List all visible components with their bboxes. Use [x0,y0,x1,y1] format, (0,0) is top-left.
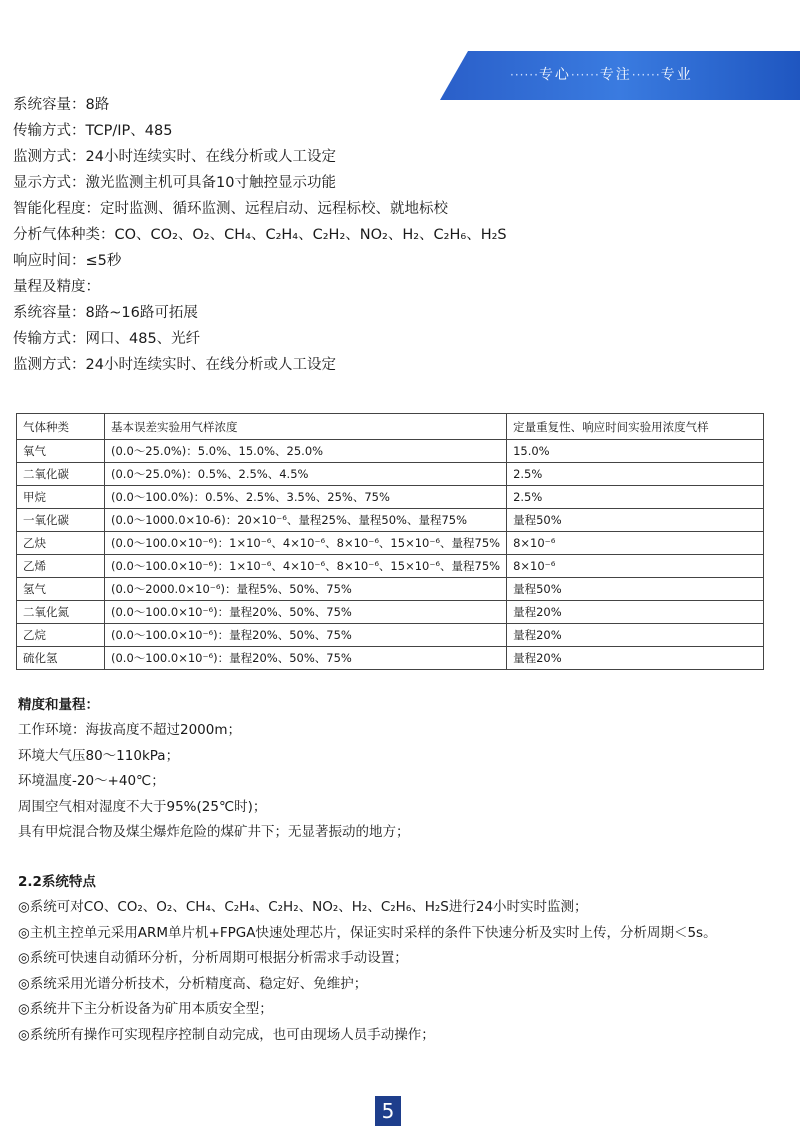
table-header: 基本误差实验用气样浓度 [105,414,507,440]
table-cell: 乙烯 [17,555,105,578]
table-cell: (0.0～100.0%)：0.5%、2.5%、3.5%、25%、75% [105,486,507,509]
section-title: 2.2系统特点 [18,874,96,890]
section-title: 精度和量程： [18,697,99,713]
table-row [17,601,764,624]
spec-line: 传输方式：网口、485、光纤 [13,331,201,347]
accuracy-section [18,692,788,846]
feature-line: ◎系统可对CO、CO₂、O₂、CH₄、C₂H₄、C₂H₂、NO₂、H₂、C₂H₆、H₂S进行24小时实时监测； [18,899,588,915]
accuracy-line: 周围空气相对湿度不大于95%(25℃时)； [18,798,267,815]
slogan-dots: ······ [570,68,600,82]
table-cell: (0.0～100.0×10⁻⁶)：量程20%、50%、75% [105,601,507,624]
spec-list [13,92,783,378]
table-header: 定量重复性、响应时间实验用浓度气样 [507,414,764,440]
table-row [17,509,764,532]
table-cell: 15.0% [507,440,764,463]
table-cell: (0.0～100.0×10⁻⁶)：量程20%、50%、75% [105,647,507,670]
spec-line: 量程及精度： [13,279,100,295]
page-number: 5 [375,1096,401,1126]
gas-concentration-table [16,413,764,670]
slogan-dots: ······ [631,68,661,82]
spec-line: 分析气体种类：CO、CO₂、O₂、CH₄、C₂H₄、C₂H₂、NO₂、H₂、C₂H₆、H₂S [13,227,507,243]
table-cell: 8×10⁻⁶ [507,532,764,555]
table-cell: 硫化氢 [17,647,105,670]
table-cell: 量程20% [507,601,764,624]
table-cell: 量程20% [507,647,764,670]
table-cell: 二氧化碳 [17,463,105,486]
feature-line: ◎系统采用光谱分析技术，分析精度高、稳定好、免维护； [18,975,368,992]
spec-line: 响应时间：≤5秒 [13,253,122,269]
accuracy-line: 环境大气压80～110kPa； [18,747,180,764]
table-cell: 量程50% [507,578,764,601]
table-cell: 2.5% [507,463,764,486]
table-cell: 二氧化氮 [17,601,105,624]
feature-line: ◎系统可快速自动循环分析，分析周期可根据分析需求手动设置； [18,950,408,966]
table-row [17,647,764,670]
table-cell: 量程20% [507,624,764,647]
table-cell: 氧气 [17,440,105,463]
table-row [17,463,764,486]
slogan-2: 专注 [599,67,632,83]
table-cell: (0.0～100.0×10⁻⁶)：量程20%、50%、75% [105,624,507,647]
spec-line: 显示方式：激光监测主机可具备10寸触控显示功能 [13,175,336,191]
feature-line: ◎主机主控单元采用ARM单片机+FPGA快速处理芯片，保证实时采样的条件下快速分析及实时上传，分析周期＜5s。 [18,924,717,941]
table-cell: (0.0～2000.0×10⁻⁶)：量程5%、50%、75% [105,578,507,601]
table-cell: 8×10⁻⁶ [507,555,764,578]
table-cell: 一氧化碳 [17,509,105,532]
spec-line: 智能化程度：定时监测、循环监测、远程启动、远程标校、就地标校 [13,201,448,217]
spec-line: 系统容量：8路 [13,97,110,113]
table-cell: 甲烷 [17,486,105,509]
slogan-1: 专心 [538,67,571,83]
table-cell: (0.0～25.0%)：5.0%、15.0%、25.0% [105,440,507,463]
slogan-3: 专业 [660,67,693,83]
table-cell: (0.0～25.0%)：0.5%、2.5%、4.5% [105,463,507,486]
accuracy-line: 工作环境：海拔高度不超过2000m； [18,722,242,738]
accuracy-line: 具有甲烷混合物及煤尘爆炸危险的煤矿井下；无显著振动的地方； [18,824,410,840]
table-row [17,555,764,578]
spec-line: 系统容量：8路~16路可拓展 [13,305,198,321]
table-cell: 2.5% [507,486,764,509]
table-header: 气体种类 [17,414,105,440]
spec-line: 监测方式：24小时连续实时、在线分析或人工设定 [13,357,336,373]
feature-line: ◎系统所有操作可实现程序控制自动完成，也可由现场人员手动操作； [18,1026,435,1043]
spec-line: 传输方式：TCP/IP、485 [13,123,173,139]
table-cell: 氢气 [17,578,105,601]
table-cell: 乙炔 [17,532,105,555]
spec-line: 监测方式：24小时连续实时、在线分析或人工设定 [13,149,336,165]
table-row [17,440,764,463]
table-row [17,578,764,601]
table-row [17,532,764,555]
table-cell: (0.0～1000.0×10-6)：20×10⁻⁶、量程25%、量程50%、量程75% [105,509,507,532]
slogan-dots: ······ [510,68,539,82]
table-cell: 乙烷 [17,624,105,647]
feature-line: ◎系统井下主分析设备为矿用本质安全型； [18,1001,273,1017]
accuracy-line: 环境温度-20～+40℃； [18,773,165,789]
features-section [18,869,788,1048]
table-row [17,624,764,647]
table-cell: 量程50% [507,509,764,532]
table-row [17,486,764,509]
table-cell: (0.0～100.0×10⁻⁶)：1×10⁻⁶、4×10⁻⁶、8×10⁻⁶、15×10⁻⁶、量程75% [105,555,507,578]
table-header-row [17,414,764,440]
table-cell: (0.0～100.0×10⁻⁶)：1×10⁻⁶、4×10⁻⁶、8×10⁻⁶、15×10⁻⁶、量程75% [105,532,507,555]
